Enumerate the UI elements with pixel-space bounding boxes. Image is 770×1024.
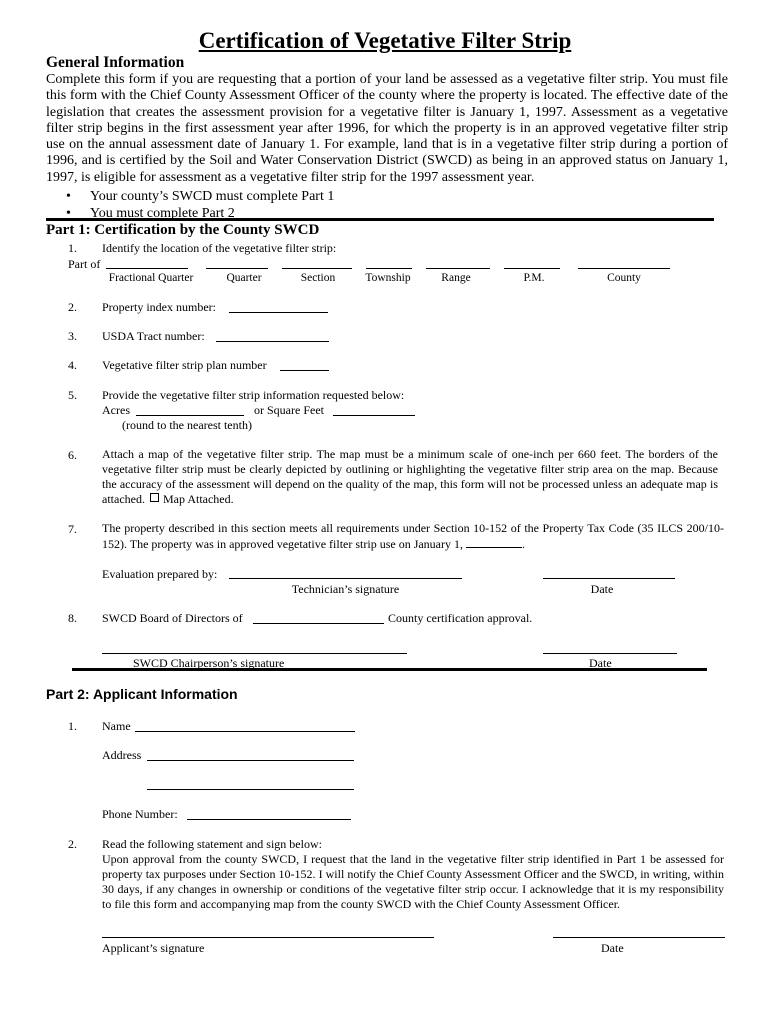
col-fractional-quarter: Fractional Quarter — [108, 272, 194, 284]
plan-number-field[interactable] — [280, 370, 329, 371]
form-title: Certification of Vegetative Filter Strip — [198, 28, 572, 53]
general-information-heading: General Information — [46, 54, 185, 71]
pm-field[interactable] — [504, 268, 560, 269]
range-field[interactable] — [426, 268, 490, 269]
col-range: Range — [441, 272, 471, 284]
applicant-date-caption: Date — [601, 941, 624, 955]
q1-number: 1. — [68, 241, 77, 255]
map-attached-checkbox[interactable] — [150, 493, 159, 502]
usda-tract-field[interactable] — [216, 341, 329, 342]
q7-period: . — [522, 537, 526, 551]
chairperson-signature-caption: SWCD Chairperson’s signature — [133, 656, 285, 670]
evaluation-prepared-label: Evaluation prepared by: — [102, 567, 218, 581]
county-field[interactable] — [578, 268, 670, 269]
bullet-icon: • — [66, 189, 71, 204]
swcd-board-prefix: SWCD Board of Directors of — [102, 611, 243, 625]
col-county: County — [607, 272, 641, 284]
township-field[interactable] — [366, 268, 412, 269]
q5-number: 5. — [68, 388, 77, 402]
bullet-icon: • — [66, 206, 71, 221]
part1-heading: Part 1: Certification by the County SWCD — [46, 222, 320, 238]
approval-date-field[interactable] — [466, 536, 522, 548]
chairperson-date-caption: Date — [589, 656, 612, 670]
square-feet-label: or Square Feet — [254, 403, 324, 417]
p2-q2-number: 2. — [68, 837, 77, 851]
col-pm: P.M. — [523, 272, 545, 284]
general-information-paragraph: Complete this form if you are requesting that a portion of your land be assessed as a vegetative filter strip. You must file this form with the Chief County Assessment Officer of the county where the property is located. The effective date of the legislation that creates the assessment provision for a vegetative filter is January 1, 1997. Assessment as a vegetative filter strip begins in the first assessment year after 1996, for which the property is in an approved vegetative filter strip use on the annual assessment date of January 1. For example, land that is in a vegetative filter strip during a portion of 1996, and is certified by the Soil and Water Conservation District (SWCD) as being in an approved status on January 1, 1997, is eligible for assessment as a vegetative filter strip for the 1997 assessment year. — [46, 72, 728, 185]
section-divider — [72, 668, 707, 671]
map-attached-label: Map Attached. — [162, 492, 234, 506]
chairperson-signature-field[interactable] — [102, 653, 407, 654]
part-of-label: Part of — [68, 257, 101, 271]
address-label: Address — [102, 748, 142, 762]
technician-date-field[interactable] — [543, 578, 675, 579]
address-field-line1[interactable] — [147, 760, 354, 761]
q7-text — [102, 521, 724, 552]
q6-text — [102, 447, 718, 507]
acres-field[interactable] — [136, 415, 244, 416]
applicant-date-field[interactable] — [553, 937, 725, 938]
phone-label: Phone Number: — [102, 807, 178, 821]
section-field[interactable] — [282, 268, 352, 269]
p2-q1-number: 1. — [68, 719, 77, 733]
q2-number: 2. — [68, 300, 77, 314]
statement-intro: Read the following statement and sign below: — [102, 837, 322, 851]
swcd-board-suffix: County certification approval. — [388, 611, 533, 625]
plan-number-label: Vegetative filter strip plan number — [102, 358, 267, 372]
technician-date-caption: Date — [590, 582, 614, 596]
rounding-note: (round to the nearest tenth) — [122, 418, 252, 432]
col-section: Section — [300, 272, 336, 284]
bullet-text: Your county’s SWCD must complete Part 1 — [90, 189, 335, 204]
applicant-statement: Upon approval from the county SWCD, I request that the land in the vegetative filter strip identified in Part 1 be assessed for property tax purposes under Section 10-152. I will notify the Chief County Assessment Officer and the SWCD, in writing, within 30 days, if any changes in ownership or conditions of the vegetative filter strip occur. I acknowledge that it is my responsibility to file this form and accompanying map from the county SWCD with the Chief County Assessment Officer. — [102, 852, 724, 911]
technician-signature-field[interactable] — [229, 578, 462, 579]
fractional-quarter-field[interactable] — [106, 268, 188, 269]
section-divider — [46, 218, 714, 221]
name-label: Name — [102, 719, 131, 733]
q3-number: 3. — [68, 329, 77, 343]
acres-label: Acres — [102, 403, 130, 417]
q7-paragraph: The property described in this section meets all requirements under Section 10-152 of the Property Tax Code (35 ILCS 200/10-152). The property was in approved vegetative filter strip use on January 1, — [102, 521, 724, 551]
q1-text: Identify the location of the vegetative filter strip: — [102, 241, 337, 255]
property-index-label: Property index number: — [102, 300, 216, 314]
applicant-signature-field[interactable] — [102, 937, 434, 938]
q4-number: 4. — [68, 358, 77, 372]
square-feet-field[interactable] — [333, 415, 415, 416]
chairperson-date-field[interactable] — [543, 653, 677, 654]
q5-text: Provide the vegetative filter strip information requested below: — [102, 388, 405, 402]
q6-paragraph: Attach a map of the vegetative filter strip. The map must be a minimum scale of one-inch per 660 feet. The borders of the vegetative filter strip must be clearly depicted by outlining or highlighting the vegetative filter strip area on the map. Because the accuracy of the assessment will depend on the quality of the map, this form will not be processed unless an adequate map is attached. — [102, 447, 718, 506]
phone-field[interactable] — [187, 819, 351, 820]
part2-heading: Part 2: Applicant Information — [46, 686, 238, 702]
bullet-text: You must complete Part 2 — [90, 206, 235, 221]
col-quarter: Quarter — [226, 272, 262, 284]
county-name-field[interactable] — [253, 623, 384, 624]
quarter-field[interactable] — [206, 268, 268, 269]
q7-number: 7. — [68, 522, 77, 536]
q8-number: 8. — [68, 611, 77, 625]
address-field-line2[interactable] — [147, 789, 354, 790]
name-field[interactable] — [135, 731, 355, 732]
usda-tract-label: USDA Tract number: — [102, 329, 205, 343]
property-index-field[interactable] — [229, 312, 328, 313]
technician-signature-caption: Technician’s signature — [291, 582, 400, 596]
applicant-signature-caption: Applicant’s signature — [102, 941, 205, 955]
q6-number: 6. — [68, 448, 77, 462]
col-township: Township — [365, 272, 411, 284]
